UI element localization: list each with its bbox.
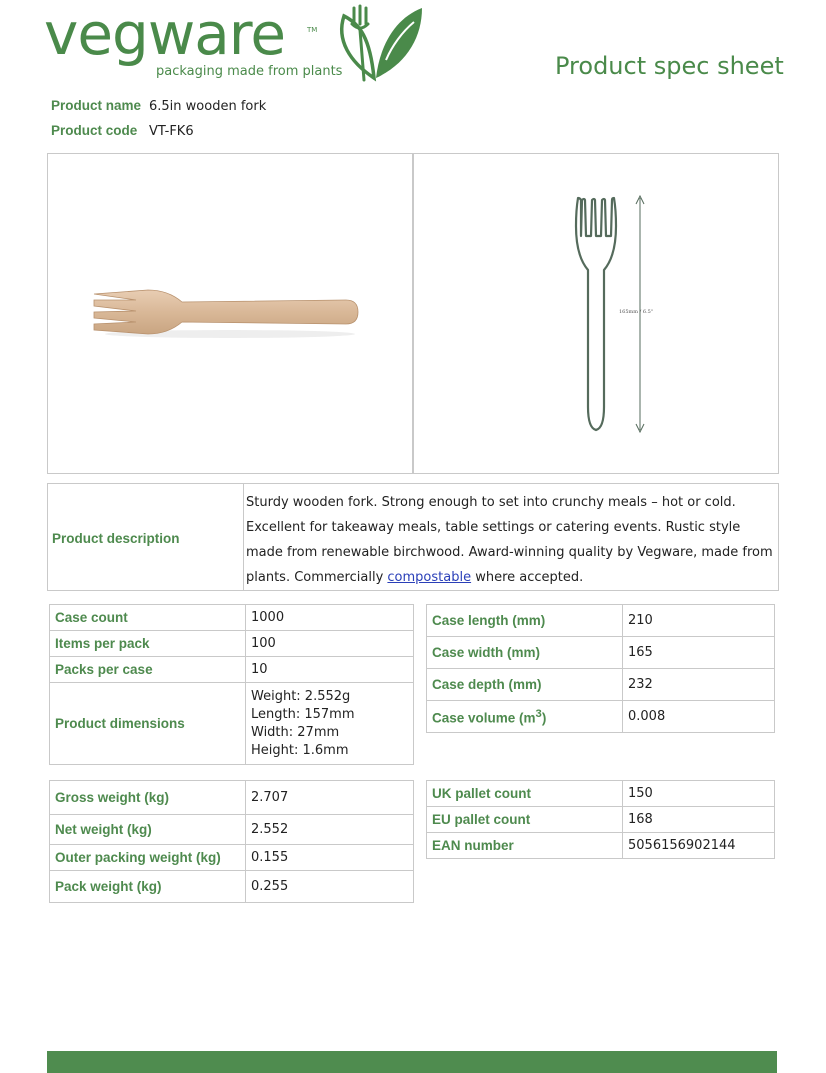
pack-weight-value: 0.255 xyxy=(246,871,414,903)
case-length-label: Case length (mm) xyxy=(427,605,623,637)
product-name-value: 6.5in wooden fork xyxy=(149,99,267,114)
table-row xyxy=(427,605,775,637)
case-width-value: 165 xyxy=(623,637,775,669)
sheet-title: Product spec sheet xyxy=(555,52,784,80)
dimension-width: Width: 27mm xyxy=(251,724,340,740)
eu-pallet-count-value: 168 xyxy=(623,807,775,833)
logo-tagline: packaging made from plants xyxy=(156,64,343,79)
outer-packing-weight-value: 0.155 xyxy=(246,845,414,871)
pack-weight-label: Pack weight (kg) xyxy=(50,871,246,903)
footer-bar xyxy=(47,1051,777,1073)
product-dimensions-label: Product dimensions xyxy=(50,683,246,765)
table-row xyxy=(50,871,414,903)
case-volume-value: 0.008 xyxy=(623,701,775,733)
table-row xyxy=(50,845,414,871)
logo-wordmark: vegware xyxy=(44,0,286,68)
table-row xyxy=(427,669,775,701)
table-row xyxy=(427,807,775,833)
case-depth-value: 232 xyxy=(623,669,775,701)
case-width-label: Case width (mm) xyxy=(427,637,623,669)
compostable-link[interactable]: compostable xyxy=(387,570,472,585)
uk-pallet-count-label: UK pallet count xyxy=(427,781,623,807)
table-row xyxy=(50,657,414,683)
table-row xyxy=(50,683,414,765)
logo-trademark: TM xyxy=(307,26,318,34)
description-text-end: where accepted. xyxy=(471,570,584,585)
dimension-height: Height: 1.6mm xyxy=(251,742,349,758)
table-row xyxy=(427,637,775,669)
case-volume-superscript: 3 xyxy=(535,707,542,720)
ean-number-label: EAN number xyxy=(427,833,623,859)
case-count-label: Case count xyxy=(50,605,246,631)
case-size-table xyxy=(426,604,775,733)
pallet-table xyxy=(426,780,775,859)
photo-panel xyxy=(47,153,414,474)
net-weight-label: Net weight (kg) xyxy=(50,815,246,845)
case-volume-label-text: Case volume (m xyxy=(432,710,536,726)
table-row xyxy=(427,701,775,733)
diagram-dimension-label: 165mm / 6.5" xyxy=(619,309,654,315)
table-row xyxy=(50,605,414,631)
leaf-fork-icon xyxy=(330,2,425,87)
eu-pallet-count-label: EU pallet count xyxy=(427,807,623,833)
wooden-fork-photo xyxy=(90,286,362,342)
packs-per-case-label: Packs per case xyxy=(50,657,246,683)
items-per-pack-label: Items per pack xyxy=(50,631,246,657)
table-row xyxy=(427,781,775,807)
case-table xyxy=(49,604,414,765)
description-text-main: Sturdy wooden fork. Strong enough to set into crunchy meals – hot or cold. Excellent for takeaway meals, table settings or catering events. Rustic style made from renewable birchwood. Award-winning quality by Vegware, made from plants. Commercially xyxy=(246,495,773,585)
case-length-value: 210 xyxy=(623,605,775,637)
product-code-value: VT-FK6 xyxy=(149,124,194,139)
uk-pallet-count-value: 150 xyxy=(623,781,775,807)
net-weight-value: 2.552 xyxy=(246,815,414,845)
weight-table xyxy=(49,780,414,903)
ean-number-value: 5056156902144 xyxy=(623,833,775,859)
product-code-label: Product code xyxy=(51,123,138,138)
table-row xyxy=(50,815,414,845)
case-volume-label-end: ) xyxy=(541,710,547,726)
table-row xyxy=(50,781,414,815)
packs-per-case-value: 10 xyxy=(246,657,414,683)
gross-weight-value: 2.707 xyxy=(246,781,414,815)
product-dimensions-value xyxy=(246,683,414,765)
description-label: Product description xyxy=(52,531,180,546)
product-name-label: Product name xyxy=(51,98,142,113)
description-divider xyxy=(243,484,244,590)
case-volume-label xyxy=(427,701,623,733)
dimension-length: Length: 157mm xyxy=(251,706,355,722)
gross-weight-label: Gross weight (kg) xyxy=(50,781,246,815)
description-box xyxy=(47,483,779,591)
vegware-logo xyxy=(44,0,434,86)
diagram-panel xyxy=(412,153,779,474)
outer-packing-weight-label: Outer packing weight (kg) xyxy=(50,845,246,871)
case-count-value: 1000 xyxy=(246,605,414,631)
dimension-weight: Weight: 2.552g xyxy=(251,688,351,704)
table-row xyxy=(50,631,414,657)
description-text xyxy=(246,490,774,590)
items-per-pack-value: 100 xyxy=(246,631,414,657)
table-row xyxy=(427,833,775,859)
case-depth-label: Case depth (mm) xyxy=(427,669,623,701)
